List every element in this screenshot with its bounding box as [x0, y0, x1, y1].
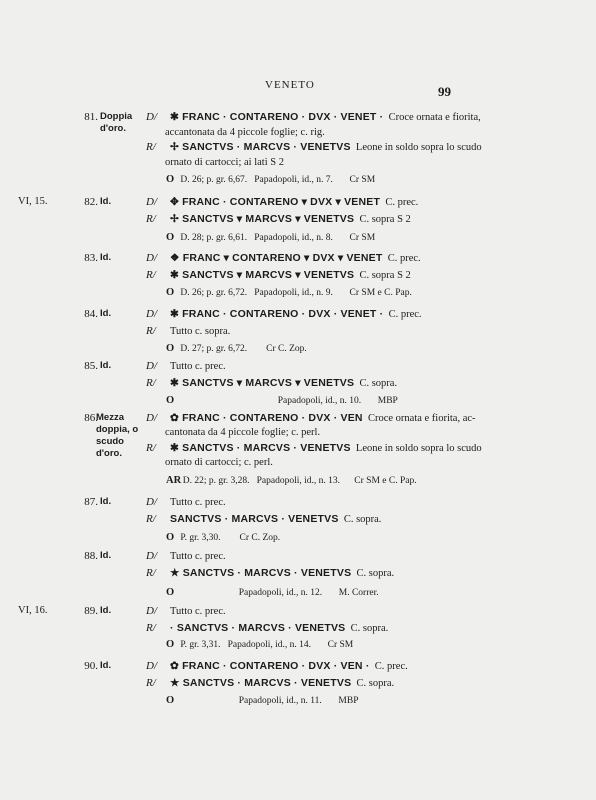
collection: Cr SM e C. Pap.: [354, 476, 417, 486]
reference-line: [166, 343, 307, 354]
collection: M. Correr.: [338, 588, 379, 598]
obverse-line: [146, 308, 586, 320]
denomination: Id.: [100, 196, 112, 207]
reverse-line: [146, 377, 586, 389]
plate-reference: VI, 15.: [18, 196, 48, 207]
obverse-legend: ✱ FRANC · CONTARENO · DVX · VENET ·: [170, 308, 384, 320]
reverse-line: [146, 325, 586, 337]
reverse-line: [146, 513, 586, 525]
obverse-legend: ✱ FRANC · CONTARENO · DVX · VENET ·: [170, 111, 384, 123]
denomination: Id.: [100, 252, 112, 263]
reverse-description: C. sopra S 2: [359, 214, 411, 225]
reverse-description: Tutto c. sopra.: [170, 326, 231, 337]
reverse-symbol: R/: [146, 513, 156, 525]
metal-mark: O: [166, 174, 175, 185]
obverse-legend: ✿ FRANC · CONTARENO · DVX · VEN ·: [170, 660, 370, 672]
reverse-legend: SANCTVS · MARCVS · VENETVS: [170, 513, 339, 525]
obverse-symbol: D/: [146, 252, 157, 264]
reverse-line: [146, 213, 586, 225]
reverse-legend: ✢ SANCTVS · MARCVS · VENETVS: [170, 141, 351, 153]
obverse-symbol: D/: [146, 360, 157, 372]
reverse-description: C. sopra.: [343, 514, 382, 525]
obverse-line: [146, 496, 586, 508]
obverse-symbol: D/: [146, 308, 157, 320]
catalog-ref: Papadopoli, id., n. 7.: [254, 175, 333, 185]
reference-line: [166, 395, 398, 406]
reference-line: [166, 695, 359, 706]
collection: Cr C. Zop.: [239, 533, 281, 543]
obverse-continuation: accantonata da 4 piccole foglie; c. rig.: [165, 127, 325, 138]
entry-number: 90.: [84, 660, 98, 672]
entry-number: 82.: [84, 196, 98, 208]
weight-ref: D. 26; p. gr. 6,67.: [180, 175, 248, 185]
collection: Cr SM e C. Pap.: [349, 288, 412, 298]
weight-ref: P. gr. 3,31.: [180, 640, 221, 650]
denomination: Doppia d'oro.: [100, 111, 133, 134]
obverse-continuation: cantonata da 4 piccole foglie; c. perl.: [165, 427, 321, 438]
obverse-description: Tutto c. prec.: [170, 361, 226, 372]
obverse-legend: ✿ FRANC · CONTARENO · DVX · VEN: [170, 412, 363, 424]
plate-reference: VI, 16.: [18, 605, 48, 616]
entry-number: 84.: [84, 308, 98, 320]
collection: Cr SM: [349, 233, 376, 243]
entry-number: 88.: [84, 550, 98, 562]
obverse-symbol: D/: [146, 196, 157, 208]
obverse-symbol: D/: [146, 412, 157, 424]
metal-mark: O: [166, 343, 175, 354]
entry-number: 86.: [84, 412, 98, 424]
reverse-continuation: ornato di cartocci; ai lati S 2: [165, 157, 284, 168]
obverse-line: [146, 360, 586, 372]
entry-number: 81.: [84, 111, 98, 123]
collection: Cr SM: [327, 640, 354, 650]
reverse-legend: ✢ SANCTVS ▾ MARCVS ▾ VENETVS: [170, 213, 355, 225]
reverse-legend: ★ SANCTVS · MARCVS · VENETVS: [170, 567, 352, 579]
reverse-line: [146, 442, 586, 454]
reference-line: [166, 475, 417, 486]
metal-mark: O: [166, 395, 175, 406]
obverse-description: Tutto c. prec.: [170, 551, 226, 562]
metal-mark: O: [166, 532, 175, 543]
reference-line: [166, 174, 375, 185]
obverse-description: C. prec.: [385, 197, 419, 208]
reference-line: [166, 532, 280, 543]
metal-mark: O: [166, 587, 175, 598]
reference-line: [166, 232, 375, 243]
collection: MBP: [377, 396, 398, 406]
obverse-line: [146, 605, 586, 617]
obverse-line: [146, 252, 586, 264]
metal-mark: O: [166, 287, 175, 298]
catalog-ref: Papadopoli, id., n. 11.: [238, 696, 322, 706]
entry-number: 89.: [84, 605, 98, 617]
catalog-ref: Papadopoli, id., n. 12.: [238, 588, 323, 598]
entry-number: 83.: [84, 252, 98, 264]
metal-mark: O: [166, 639, 175, 650]
obverse-description: Tutto c. prec.: [170, 497, 226, 508]
weight-ref: D. 22; p. gr. 3,28.: [182, 476, 250, 486]
obverse-symbol: D/: [146, 496, 157, 508]
denomination: Id.: [100, 550, 112, 561]
catalog-ref: Papadopoli, id., n. 10.: [277, 396, 362, 406]
obverse-line: [146, 660, 586, 672]
reverse-legend: · SANCTVS · MARCVS · VENETVS: [170, 622, 346, 634]
obverse-symbol: D/: [146, 550, 157, 562]
running-header: VENETO: [265, 79, 315, 91]
collection: Cr C. Zop.: [266, 344, 307, 354]
entry-number: 85.: [84, 360, 98, 372]
obverse-line: [146, 196, 586, 208]
reverse-legend: ★ SANCTVS · MARCVS · VENETVS: [170, 677, 352, 689]
catalog-ref: Papadopoli, id., n. 13.: [256, 476, 341, 486]
obverse-symbol: D/: [146, 111, 157, 123]
reverse-description: C. sopra.: [356, 678, 395, 689]
reverse-description: Leone in soldo sopra lo scudo: [355, 443, 482, 454]
metal-mark: O: [166, 232, 175, 243]
catalog-ref: Papadopoli, id., n. 8.: [254, 233, 333, 243]
obverse-legend: ✥ FRANC · CONTARENO ▾ DVX ▾ VENET: [170, 196, 381, 208]
obverse-description: C. prec.: [388, 309, 422, 320]
page-number: 99: [438, 84, 451, 99]
reverse-legend: ✱ SANCTVS · MARCVS · VENETVS: [170, 442, 351, 454]
metal-mark: O: [166, 695, 175, 706]
reverse-symbol: R/: [146, 442, 156, 454]
reverse-symbol: R/: [146, 567, 156, 579]
obverse-description: Tutto c. prec.: [170, 606, 226, 617]
obverse-legend: ❖ FRANC ▾ CONTARENO ▾ DVX ▾ VENET: [170, 252, 383, 264]
reverse-description: C. sopra S 2: [359, 270, 411, 281]
reference-line: [166, 587, 379, 598]
denomination: Id.: [100, 308, 112, 319]
obverse-line: [146, 412, 586, 424]
obverse-line: [146, 111, 586, 123]
denomination: Id.: [100, 660, 112, 671]
denomination: Id.: [100, 605, 112, 616]
reverse-line: [146, 567, 586, 579]
reverse-continuation: ornato di cartocci; c. perl.: [165, 457, 273, 468]
obverse-description: Croce ornata e fiorita,: [388, 112, 481, 123]
reverse-symbol: R/: [146, 141, 156, 153]
weight-ref: D. 26; p. gr. 6,72.: [180, 288, 248, 298]
reverse-symbol: R/: [146, 269, 156, 281]
weight-ref: P. gr. 3,30.: [180, 533, 221, 543]
denomination: Id.: [100, 496, 112, 507]
reverse-symbol: R/: [146, 325, 156, 337]
obverse-description: Croce ornata e fiorita, ac-: [367, 413, 476, 424]
obverse-symbol: D/: [146, 660, 157, 672]
reverse-line: [146, 269, 586, 281]
denomination: Mezza doppia, o scudo d'oro.: [96, 412, 139, 459]
collection: Cr SM: [349, 175, 376, 185]
reverse-legend: ✱ SANCTVS ▾ MARCVS ▾ VENETVS: [170, 377, 355, 389]
reverse-symbol: R/: [146, 213, 156, 225]
reference-line: [166, 287, 412, 298]
metal-mark: AR: [166, 475, 182, 486]
reverse-description: C. sopra.: [350, 623, 389, 634]
weight-ref: D. 27; p. gr. 6,72.: [180, 344, 248, 354]
catalog-ref: Papadopoli, id., n. 14.: [227, 640, 312, 650]
reverse-description: C. sopra.: [359, 378, 398, 389]
reverse-description: C. sopra.: [356, 568, 395, 579]
catalog-ref: Papadopoli, id., n. 9.: [254, 288, 333, 298]
reverse-symbol: R/: [146, 377, 156, 389]
obverse-description: C. prec.: [374, 661, 408, 672]
reverse-legend: ✱ SANCTVS ▾ MARCVS ▾ VENETVS: [170, 269, 355, 281]
entry-number: 87.: [84, 496, 98, 508]
collection: MBP: [338, 696, 359, 706]
reverse-symbol: R/: [146, 677, 156, 689]
reference-line: [166, 639, 353, 650]
reverse-symbol: R/: [146, 622, 156, 634]
obverse-description: C. prec.: [387, 253, 421, 264]
weight-ref: D. 28; p. gr. 6,61.: [180, 233, 248, 243]
reverse-line: [146, 677, 586, 689]
reverse-description: Leone in soldo sopra lo scudo: [355, 142, 482, 153]
obverse-symbol: D/: [146, 605, 157, 617]
reverse-line: [146, 622, 586, 634]
obverse-line: [146, 550, 586, 562]
denomination: Id.: [100, 360, 112, 371]
reverse-line: [146, 141, 586, 153]
